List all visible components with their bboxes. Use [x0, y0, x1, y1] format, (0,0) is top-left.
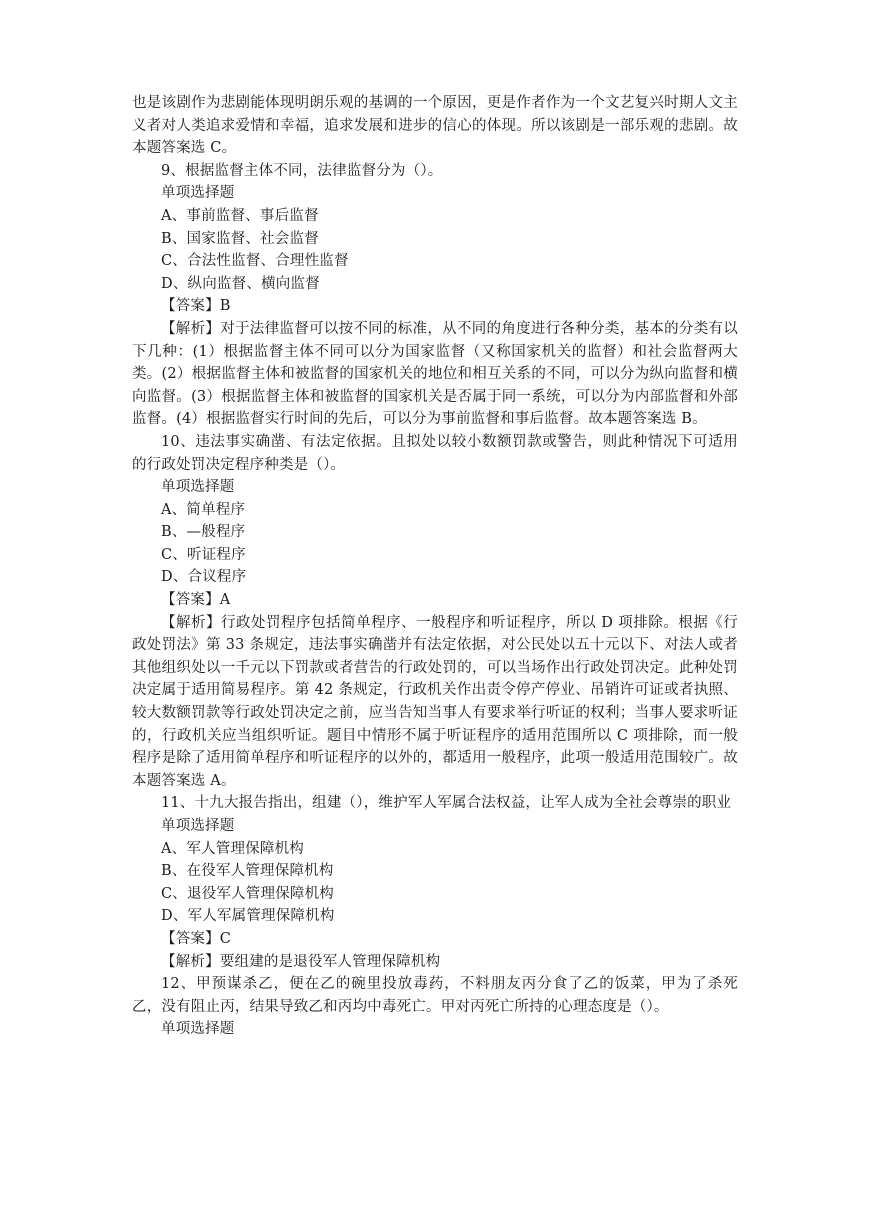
question-10-option-d: D、合议程序 — [161, 569, 247, 586]
question-9-option-d: D、纵向监督、横向监督 — [161, 275, 320, 292]
question-10-answer: 【答案】A — [161, 592, 231, 609]
document-body — [132, 92, 738, 1041]
question-10-stem: 10、违法事实确凿、有法定依据。且拟处以较小数额罚款或警告，则此种情况下可适用的行政处罚决定程序种类是（）。 — [132, 433, 738, 473]
question-11-analysis: 【解析】要组建的是退役军人管理保障机构 — [161, 953, 441, 970]
question-9-type: 单项选择题 — [161, 185, 235, 202]
question-10-option-a: A、简单程序 — [161, 501, 246, 518]
question-9-answer: 【答案】B — [161, 298, 231, 315]
question-10-option-c: C、听证程序 — [161, 546, 246, 563]
question-9-analysis: 【解析】对于法律监督可以按不同的标准，从不同的角度进行各种分类，基本的分类有以下几种：(1）根据监督主体不同可以分为国家监督（又称国家机关的监督）和社会监督两大类。(2）根据监督主体和被监督的国家机关的地位和相互关系的不同，可以分为纵向监督和横向监督。(3）根据监督主体和被监督的国家机关是否属于同一系统，可以分为内部监督和外部监督。(4）根据监督实行时间的先后，可以分为事前监督和事后监督。故本题答案选 B。 — [132, 320, 738, 428]
question-9-option-c: C、合法性监督、合理性监督 — [161, 253, 349, 270]
question-11-type: 单项选择题 — [161, 818, 235, 834]
question-11-option-b: B、在役军人管理保障机构 — [161, 863, 334, 880]
question-12-stem: 12、甲预谋杀乙，便在乙的碗里投放毒药，不料朋友丙分食了乙的饭菜，甲为了杀死乙，没有阻止丙，结果导致乙和丙均中毒死亡。甲对丙死亡所持的心理态度是（）。 — [132, 976, 738, 1015]
question-11-option-c: C、退役军人管理保障机构 — [161, 885, 334, 902]
question-10-analysis: 【解析】行政处罚程序包括简单程序、一般程序和听证程序，所以 D 项排除。根据《行政处罚法》第 33 条规定，违法事实确凿并有法定依据，对公民处以五十元以下、对法人或者其他组织处以一千元以下罚款或者营告的行政处罚的，可以当场作出行政处罚决定。此种处罚决定属于适用简易程序。第 42 条规定，行政机关作出责令停产停业、吊销许可证或者执照、较大数额罚款等行政处罚决定之前，应当告知当事人有要求举行听证的权利；当事人要求听证的，行政机关应当组织听证。题目中情形不属于听证程序的适用范围所以 C 项排除，而一般程序是除了适用简单程序和听证程序的以外的，都适用一般程序，此项一般适用范围较广。故本题答案选 A。 — [132, 614, 738, 789]
question-9-option-b: B、国家监督、社会监督 — [161, 230, 319, 247]
question-12-type: 单项选择题 — [161, 1021, 235, 1038]
question-10-type: 单项选择题 — [161, 479, 235, 496]
question-11-answer: 【答案】C — [161, 930, 232, 947]
question-9-stem: 9、根据监督主体不同，法律监督分为（）。 — [161, 162, 443, 179]
question-9-option-a: A、事前监督、事后监督 — [161, 207, 319, 224]
question-11-option-d: D、军人军属管理保障机构 — [161, 908, 335, 925]
question-11-option-a: A、军人管理保障机构 — [161, 840, 304, 857]
question-10-option-b: B、—般程序 — [161, 524, 246, 541]
question-11-stem: 11、十九大报告指出，组建（），维护军人军属合法权益，让军人成为全社会尊崇的职业 — [161, 795, 732, 812]
intro-paragraph: 也是该剧作为悲剧能体现明朗乐观的基调的一个原因，更是作者作为一个文艺复兴时期人文主义者对人类追求爱情和幸福，追求发展和进步的信心的体现。所以该剧是一部乐观的悲剧。故本题答案选 C。 — [132, 95, 738, 157]
